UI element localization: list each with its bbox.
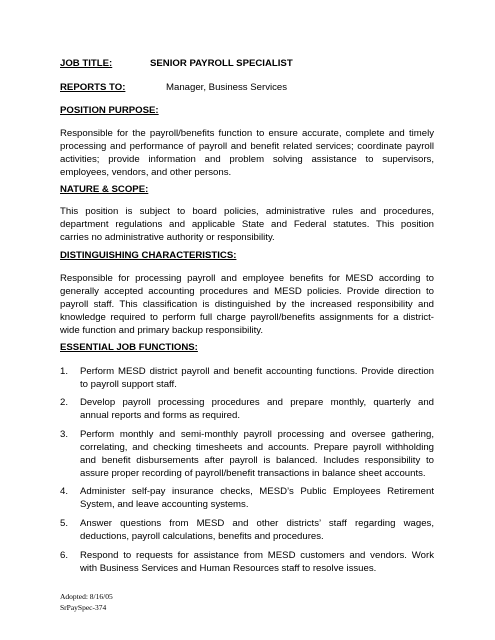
text-line: payroll staff. This classification is distinguished by the increased responsibility and xyxy=(60,299,434,310)
text-line: correlating, and checking timesheets and accounts. Prepare payroll withholding xyxy=(80,442,434,453)
text-line: Respond to requests for assistance from MESD customers and vendors. Work xyxy=(80,550,434,561)
text-line: assure proper recording of payroll/benefit transactions in balance sheet accounts. xyxy=(80,468,426,479)
position-purpose-heading: POSITION PURPOSE: xyxy=(60,105,159,116)
list-number: 2. xyxy=(60,397,69,408)
text-line: generally accepted accounting procedures and MESD policies. Provide direction to xyxy=(60,286,434,297)
essential-functions-heading: ESSENTIAL JOB FUNCTIONS: xyxy=(60,342,198,353)
text-line: annual reports and forms as required. xyxy=(80,410,240,421)
text-line: Perform MESD district payroll and benefit accounting functions. Provide direction xyxy=(80,366,434,377)
text-line: This position is subject to board policies, administrative rules and procedures, xyxy=(60,206,434,217)
reports-to-label: REPORTS TO: xyxy=(60,82,126,93)
list-number: 6. xyxy=(60,550,69,561)
text-line: System, and leave accounting systems. xyxy=(80,499,249,510)
text-line: Administer self-pay insurance checks, MESD’s Public Employees Retirement xyxy=(80,486,434,497)
nature-scope-heading: NATURE & SCOPE: xyxy=(60,184,149,195)
list-number: 1. xyxy=(60,366,69,377)
text-line: knowledge required to perform full charge payroll/benefits assignments for a district- xyxy=(60,312,434,323)
distinguishing-heading: DISTINGUISHING CHARACTERISTICS: xyxy=(60,250,237,261)
text-line: deductions, payroll calculations, benefits and procedures. xyxy=(80,531,324,542)
job-title-value: SENIOR PAYROLL SPECIALIST xyxy=(150,58,293,69)
reports-to-value: Manager, Business Services xyxy=(166,82,288,93)
list-number: 4. xyxy=(60,486,69,497)
text-line: processing and performance of payroll and benefit related services; coordinate payroll xyxy=(60,141,434,152)
text-line: to payroll support staff. xyxy=(80,379,177,390)
text-line: Develop payroll processing procedures and prepare monthly, quarterly and xyxy=(80,397,434,408)
text-line: department regulations and applicable State and Federal statutes. This position xyxy=(60,219,434,230)
text-line: wide function and primary backup responsibility. xyxy=(60,325,263,336)
text-line: with Business Services and Human Resources staff to resolve issues. xyxy=(80,563,377,574)
text-line: employees, vendors, and other persons. xyxy=(60,167,232,178)
text-line: Perform monthly and semi-monthly payroll processing and oversee gathering, xyxy=(80,429,434,440)
text-line: Responsible for processing payroll and employee benefits for MESD according to xyxy=(60,273,434,284)
adopted-date: Adopted: 8/16/05 xyxy=(60,592,113,601)
list-number: 3. xyxy=(60,429,69,440)
text-line: Responsible for the payroll/benefits function to ensure accurate, complete and timely xyxy=(60,128,434,139)
text-line: Answer questions from MESD and other districts’ staff regarding wages, xyxy=(80,518,434,529)
text-line: carries no administrative authority or responsibility. xyxy=(60,232,275,243)
document-code: SrPaySpec-374 xyxy=(60,603,107,612)
list-number: 5. xyxy=(60,518,69,529)
text-line: activities; provide information and problem solving assistance to supervisors, xyxy=(60,154,434,165)
text-line: and benefit disbursements after payroll is balanced. Includes responsibility to xyxy=(80,455,434,466)
job-title-label: JOB TITLE: xyxy=(60,58,113,69)
